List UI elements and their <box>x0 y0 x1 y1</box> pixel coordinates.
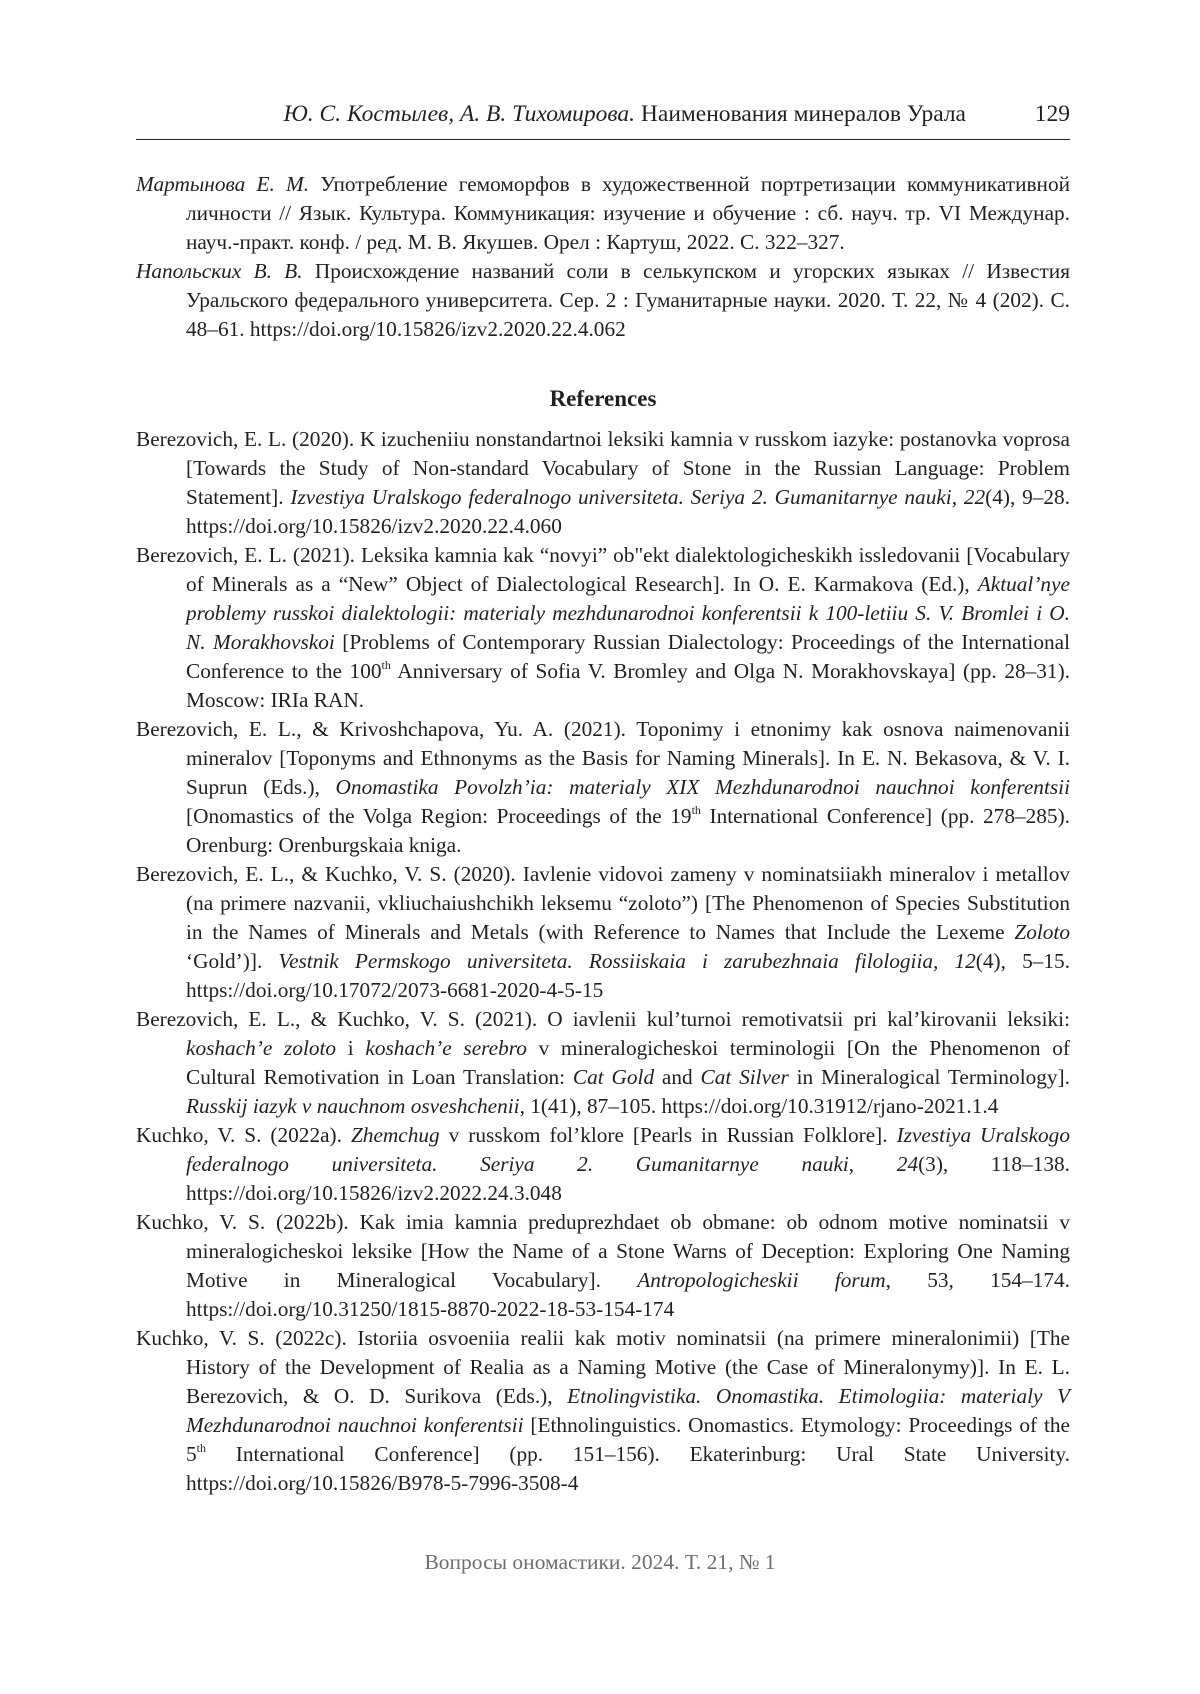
reference-text: (3), 118–138. https://doi.org/10.15826/izv2.2022.24.3.048 <box>186 1152 1070 1205</box>
italic-text: Izvestiya Uralskogo federalnogo universiteta. Seriya 2. Gumanitarnye nauki, 22 <box>290 485 986 509</box>
reference-text: (4), 5–15. https://doi.org/10.17072/2073-6681-2020-4-5-15 <box>186 949 1070 1002</box>
russian-reference-list <box>136 170 1070 344</box>
reference-text: Kuchko, V. S. (2022b). Kak imia kamnia preduprezhdaet ob obmane: ob odnom motive nominatsii v mineralogicheskoi leksike [How the Name of a Stone Warns of Deception: Exploring One Naming Motive in Mineralogical Vocabulary]. <box>136 1210 1070 1292</box>
reference-text: International Conference] (pp. 278–285). Orenburg: Orenburgskaia kniga. <box>186 804 1070 857</box>
superscript-text: th <box>196 1441 206 1455</box>
reference-entry <box>136 257 1070 344</box>
reference-entry <box>136 1121 1070 1208</box>
reference-entry <box>136 541 1070 715</box>
italic-text: Zoloto <box>1014 920 1070 944</box>
reference-text: Berezovich, E. L., & Krivoshchapova, Yu. A. (2021). Toponimy i etnonimy kak osnova naimenovanii mineralov [Toponyms and Ethnonyms as the Basis for Naming Minerals]. In E. N. Bekasova, & V. I. Suprun (Eds.), <box>136 717 1070 799</box>
reference-entry <box>136 1324 1070 1498</box>
reference-entry <box>136 170 1070 257</box>
reference-text: [Onomastics of the Volga Region: Proceedings of the 19 <box>186 804 692 828</box>
references-heading: References <box>549 386 657 411</box>
reference-text: International Conference] (pp. 151–156). Ekaterinburg: Ural State University. https://doi.org/10.15826/B978-5-7996-3508-4 <box>186 1442 1070 1495</box>
superscript-text: th <box>381 658 391 672</box>
italic-text: Vestnik Permskogo universiteta. Rossiiskaia i zarubezhnaia filologiia, 12 <box>278 949 976 973</box>
reference-list <box>136 425 1070 1498</box>
reference-text: i <box>336 1036 366 1060</box>
italic-text: Напольских В. В. <box>136 259 303 283</box>
reference-text: Употребление гемоморфов в художественной портретизации коммуникативной личности // Язык. Культура. Коммуникация: изучение и обучение : сб. науч. тр. VI Междунар. науч.-практ. конф. / ред. М. В. Якушев. Орел : Картуш, 2022. С. 322–327. <box>186 172 1070 254</box>
reference-text: Berezovich, E. L., & Kuchko, V. S. (2021). O iavlenii kul’turnoi remotivatsii pri kal’kirovanii leksiki: <box>136 1007 1070 1031</box>
reference-text: ‘Gold’)]. <box>186 949 279 973</box>
reference-entry <box>136 715 1070 860</box>
italic-text: Russkij iazyk v nauchnom osveshchenii <box>186 1094 520 1118</box>
italic-text: Мартынова Е. М. <box>136 172 310 196</box>
reference-text: v russkom fol’klore [Pearls in Russian Folklore]. <box>439 1123 897 1147</box>
reference-text: Berezovich, E. L., & Kuchko, V. S. (2020). Iavlenie vidovoi zameny v nominatsiiakh mineralov i metallov (na primere nazvanii, vkliuchaiushchikh leksemu “zoloto”) [The Phenomenon of Species Substitution in the Names of Minerals and Metals (with Reference to Names that Include the Lexeme <box>136 862 1070 944</box>
reference-entry <box>136 860 1070 1005</box>
running-head <box>136 99 1070 140</box>
reference-text: [Problems of Contemporary Russian Dialectology: Proceedings of the International Conference to the 100 <box>186 630 1070 683</box>
italic-text: koshach’e zoloto <box>186 1036 337 1060</box>
italic-text: Aktual’nye problemy russkoi dialektologii: materialy mezhdunarodnoi konferentsii k 100-letiiu S. V. Bromlei i O. N. Morakhovskoi <box>186 572 1070 654</box>
italic-text: Izvestiya Uralskogo federalnogo universiteta. Seriya 2. Gumanitarnye nauki, 24 <box>186 1123 1070 1176</box>
reference-text: Berezovich, E. L. (2020). K izucheniiu nonstandartnoi leksiki kamnia v russkom iazyke: postanovka voprosa [Towards the Study of Non-standard Vocabulary of Stone in the Russian Language: Problem Statement]. <box>136 427 1070 509</box>
reference-entry <box>136 1005 1070 1121</box>
italic-text: Zhemchug <box>350 1123 440 1147</box>
reference-entry <box>136 425 1070 541</box>
reference-text: in Mineralogical Terminology]. <box>788 1065 1070 1089</box>
running-head-authors: Ю. С. Костылев, А. В. Тихомирова. <box>283 101 636 127</box>
italic-text: Antropologicheskii forum <box>637 1268 886 1292</box>
italic-text: Cat Silver <box>700 1065 789 1089</box>
reference-text: Berezovich, E. L. (2021). Leksika kamnia kak “novyi” ob"ekt dialektologicheskikh issledovanii [Vocabulary of Minerals as a “New” Object of Dialectological Research]. In O. E. Karmakova (Ed.), <box>136 543 1070 596</box>
running-head-article-title: Наименования минералов Урала <box>635 101 966 127</box>
reference-text: , 1(41), 87–105. https://doi.org/10.31912/rjano-2021.1.4 <box>519 1094 999 1118</box>
journal-footer: Вопросы ономастики. 2024. Т. 21, № 1 <box>424 1550 776 1574</box>
reference-entry <box>136 1208 1070 1324</box>
reference-text: (4), 9–28. https://doi.org/10.15826/izv2.2020.22.4.060 <box>186 485 1070 538</box>
reference-text: , 53, 154–174. https://doi.org/10.31250/1815-8870-2022-18-53-154-174 <box>186 1268 1070 1321</box>
reference-text: and <box>654 1065 701 1089</box>
reference-text: Происхождение названий соли в селькупском и угорских языках // Известия Уральского федерального университета. Сер. 2 : Гуманитарные науки. 2020. Т. 22, № 4 (202). С. 48–61. https://doi.org/10.15826/izv2.2020.22.4.062 <box>186 259 1070 341</box>
reference-text: Anniversary of Sofia V. Bromley and Olga N. Morakhovskaya] (pp. 28–31). Moscow: IRIa RAN. <box>186 659 1070 712</box>
italic-text: Etnolingvistika. Onomastika. Etimologiia: materialy V Mezhdunarodnoi nauchnoi konferentsii <box>186 1384 1071 1437</box>
running-head-title <box>284 99 966 129</box>
italic-text: Cat Gold <box>572 1065 655 1089</box>
italic-text: koshach’e serebro <box>365 1036 527 1060</box>
superscript-text: th <box>691 803 701 817</box>
italic-text: Onomastika Povolzh’ia: materialy XIX Mezhdunarodnoi nauchnoi konferentsii <box>335 775 1070 799</box>
reference-text: [Ethnolinguistics. Onomastics. Etymology: Proceedings of the 5 <box>186 1413 1070 1466</box>
reference-text: Kuchko, V. S. (2022a). <box>136 1123 351 1147</box>
page-number: 129 <box>1034 101 1070 127</box>
reference-text: Kuchko, V. S. (2022c). Istoriia osvoeniia realii kak motiv nominatsii (na primere mineralonimii) [The History of the Development of Realia as a Naming Motive (the Case of Mineralonymy)]. In E. L. Berezovich, & O. D. Surikova (Eds.), <box>136 1326 1070 1408</box>
reference-text: v mineralogicheskoi terminologii [On the Phenomenon of Cultural Remotivation in Loan Translation: <box>186 1036 1071 1089</box>
